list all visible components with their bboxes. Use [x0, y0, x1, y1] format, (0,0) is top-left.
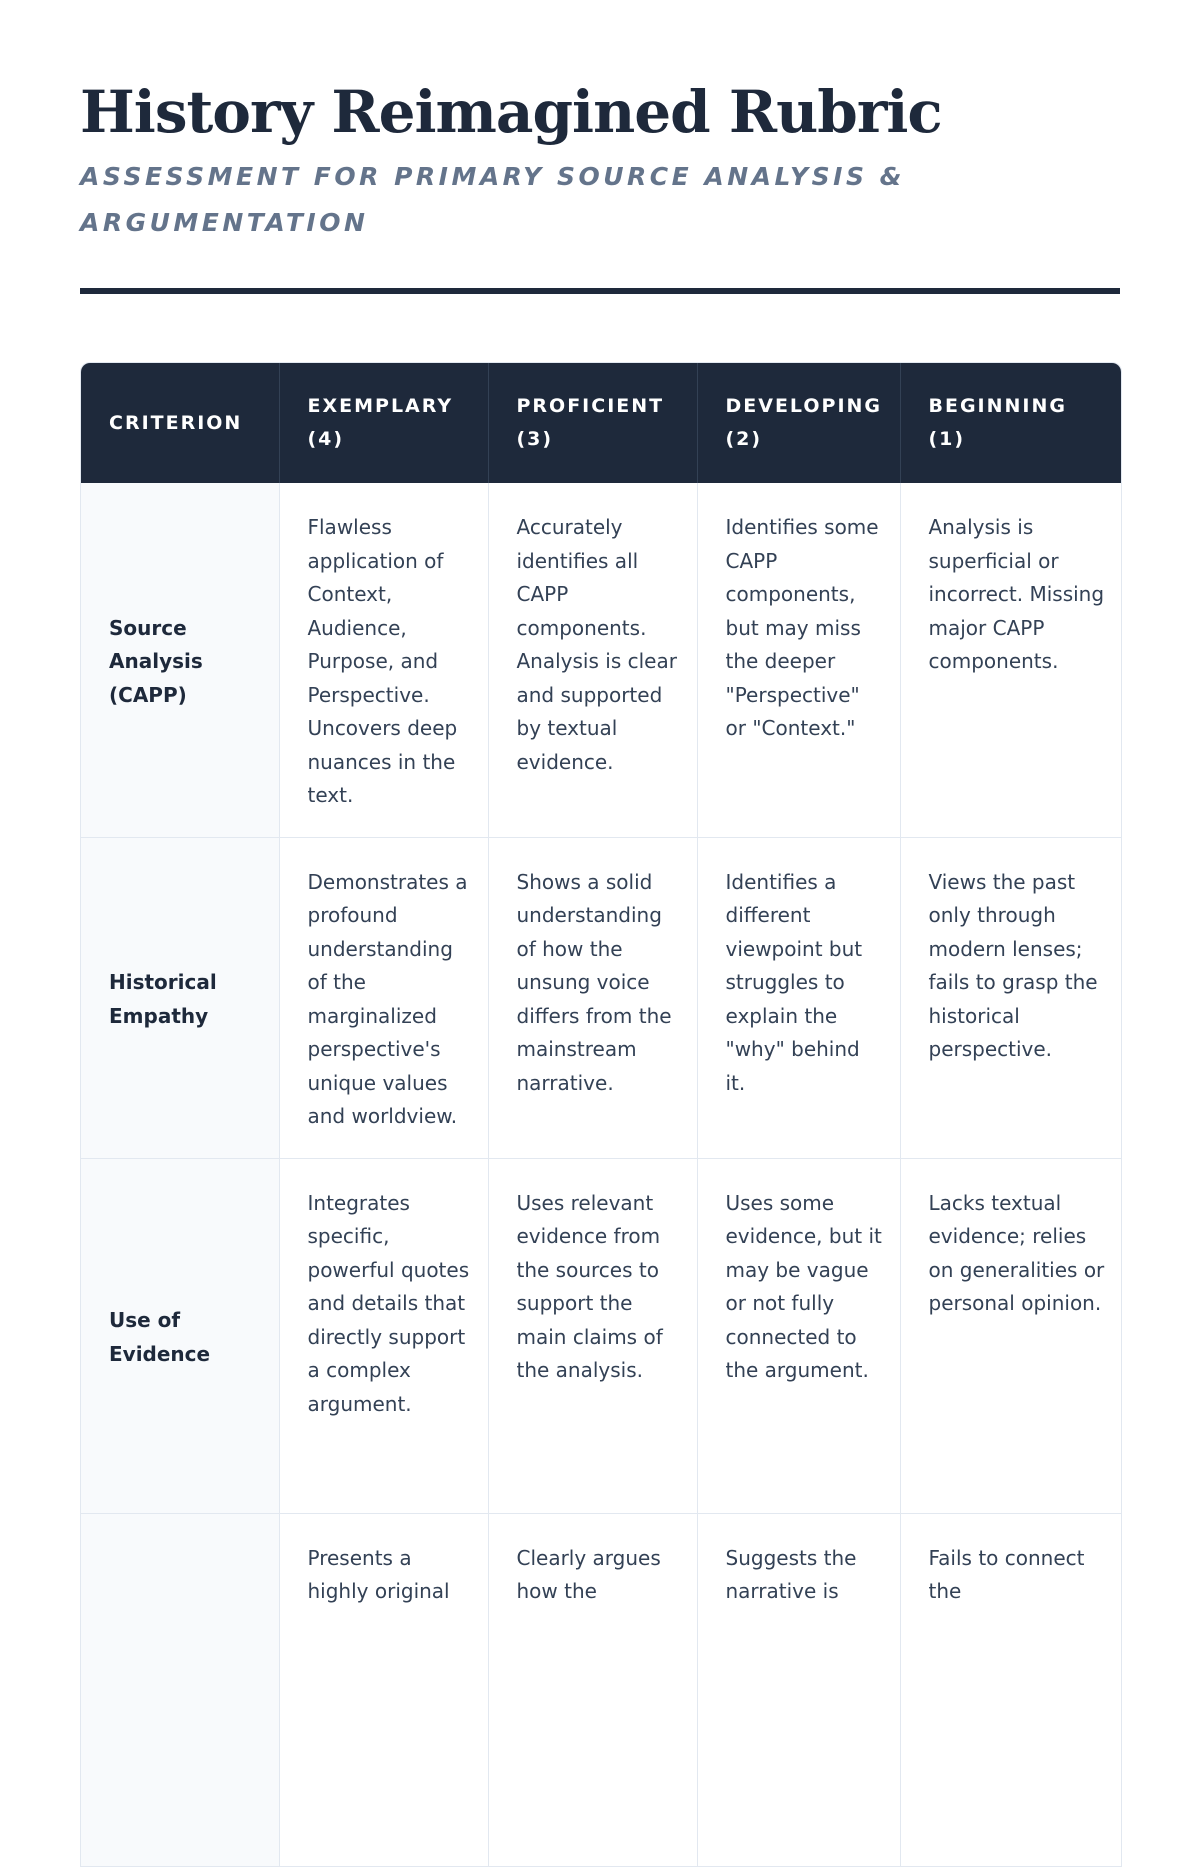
developing-cell: Identifies a different viewpoint but struggles to explain the "why" behind it. [697, 837, 900, 1158]
rubric-table [81, 363, 1121, 1867]
column-header-proficient: PROFICIENT (3) [488, 363, 697, 483]
column-header-developing: DEVELOPING (2) [697, 363, 900, 483]
exemplary-cell: Presents a highly original [279, 1513, 488, 1866]
developing-cell: Identifies some CAPP components, but may miss the deeper "Perspective" or "Context." [697, 483, 900, 837]
criterion-cell [81, 1513, 279, 1866]
developing-cell: Suggests the narrative is [697, 1513, 900, 1866]
table-row [81, 1158, 1121, 1513]
proficient-cell: Shows a solid understanding of how the unsung voice differs from the mainstream narrative. [488, 837, 697, 1158]
developing-cell: Uses some evidence, but it may be vague or not fully connected to the argument. [697, 1158, 900, 1513]
page-title: History Reimagined Rubric [80, 78, 942, 146]
table-header-row [81, 363, 1121, 483]
proficient-cell: Uses relevant evidence from the sources to support the main claims of the analysis. [488, 1158, 697, 1513]
column-header-exemplary: EXEMPLARY (4) [279, 363, 488, 483]
column-header-beginning: BEGINNING (1) [900, 363, 1121, 483]
beginning-cell: Fails to connect the [900, 1513, 1121, 1866]
proficient-cell: Clearly argues how the [488, 1513, 697, 1866]
beginning-cell: Analysis is superficial or incorrect. Missing major CAPP components. [900, 483, 1121, 837]
title-divider [80, 288, 1120, 294]
beginning-cell: Lacks textual evidence; relies on generalities or personal opinion. [900, 1158, 1121, 1513]
exemplary-cell: Demonstrates a profound understanding of the marginalized perspective's unique values and worldview. [279, 837, 488, 1158]
criterion-cell: Historical Empathy [81, 837, 279, 1158]
table-row [81, 1513, 1121, 1866]
table-row [81, 837, 1121, 1158]
column-header-criterion: CRITERION [81, 363, 279, 483]
exemplary-cell: Integrates specific, powerful quotes and details that directly support a complex argument. [279, 1158, 488, 1513]
criterion-cell: Use of Evidence [81, 1158, 279, 1513]
proficient-cell: Accurately identifies all CAPP components. Analysis is clear and supported by textual evidence. [488, 483, 697, 837]
table-row [81, 483, 1121, 837]
page-subtitle: ASSESSMENT FOR PRIMARY SOURCE ANALYSIS & ARGUMENTATION [80, 162, 905, 237]
criterion-cell: Source Analysis (CAPP) [81, 483, 279, 837]
exemplary-cell: Flawless application of Context, Audience, Purpose, and Perspective. Uncovers deep nuances in the text. [279, 483, 488, 837]
rubric-table-container [80, 362, 1122, 1867]
beginning-cell: Views the past only through modern lenses; fails to grasp the historical perspective. [900, 837, 1121, 1158]
